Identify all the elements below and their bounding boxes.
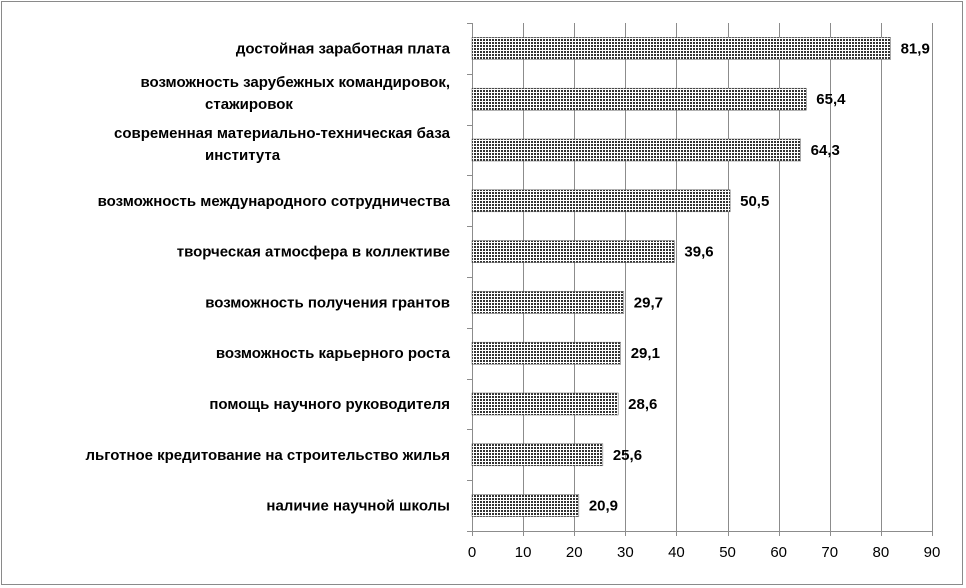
bar [472, 342, 621, 364]
x-tick-label: 10 [514, 544, 532, 561]
data-label: 39,6 [684, 243, 714, 261]
bars [472, 37, 891, 516]
x-tick-label: 50 [719, 544, 736, 561]
bar [472, 495, 579, 517]
data-label: 81,9 [900, 40, 930, 58]
bar [472, 393, 618, 415]
value-labels [589, 40, 930, 514]
category-label: современная материально-техническая база [114, 125, 450, 142]
data-label: 25,6 [612, 446, 643, 464]
category-label: возможность карьерного роста [215, 345, 450, 363]
data-label: 28,6 [628, 396, 658, 413]
bar [472, 291, 624, 313]
x-tick-label: 20 [565, 544, 583, 561]
category-label: наличие научной школы [266, 497, 450, 515]
x-tick-label: 80 [872, 544, 890, 561]
x-tick-label: 90 [923, 544, 941, 561]
category-label: достойная заработная плата [235, 40, 450, 58]
data-label: 20,9 [588, 497, 619, 515]
category-labels [85, 40, 450, 514]
data-label: 64,3 [810, 142, 840, 159]
category-label: возможность зарубежных командировок, [140, 74, 450, 92]
bar [472, 139, 801, 161]
bar [472, 190, 730, 212]
x-tick-label: 70 [821, 544, 839, 561]
category-label: возможность международного сотрудничества [97, 192, 450, 210]
category-label: возможность получения грантов [205, 294, 450, 312]
x-tick-label: 60 [770, 544, 788, 561]
data-label: 65,4 [816, 91, 846, 109]
bar [472, 88, 806, 110]
data-label: 50,5 [740, 192, 770, 210]
x-tick-label: 30 [616, 544, 634, 561]
category-label: помощь научного руководителя [209, 396, 450, 413]
x-tick-label: 40 [668, 544, 685, 561]
x-tick-label: 0 [467, 544, 477, 561]
bar [472, 444, 603, 466]
data-label: 29,1 [630, 345, 660, 363]
category-label: института [205, 147, 281, 164]
data-label: 29,7 [633, 294, 664, 312]
category-label: стажировок [205, 96, 293, 114]
bar [472, 241, 674, 263]
category-label: льготное кредитование на строительство жилья [85, 446, 450, 464]
bar [472, 37, 891, 59]
x-axis-ticks [468, 544, 941, 561]
category-label: творческая атмосфера в коллективе [176, 243, 450, 261]
